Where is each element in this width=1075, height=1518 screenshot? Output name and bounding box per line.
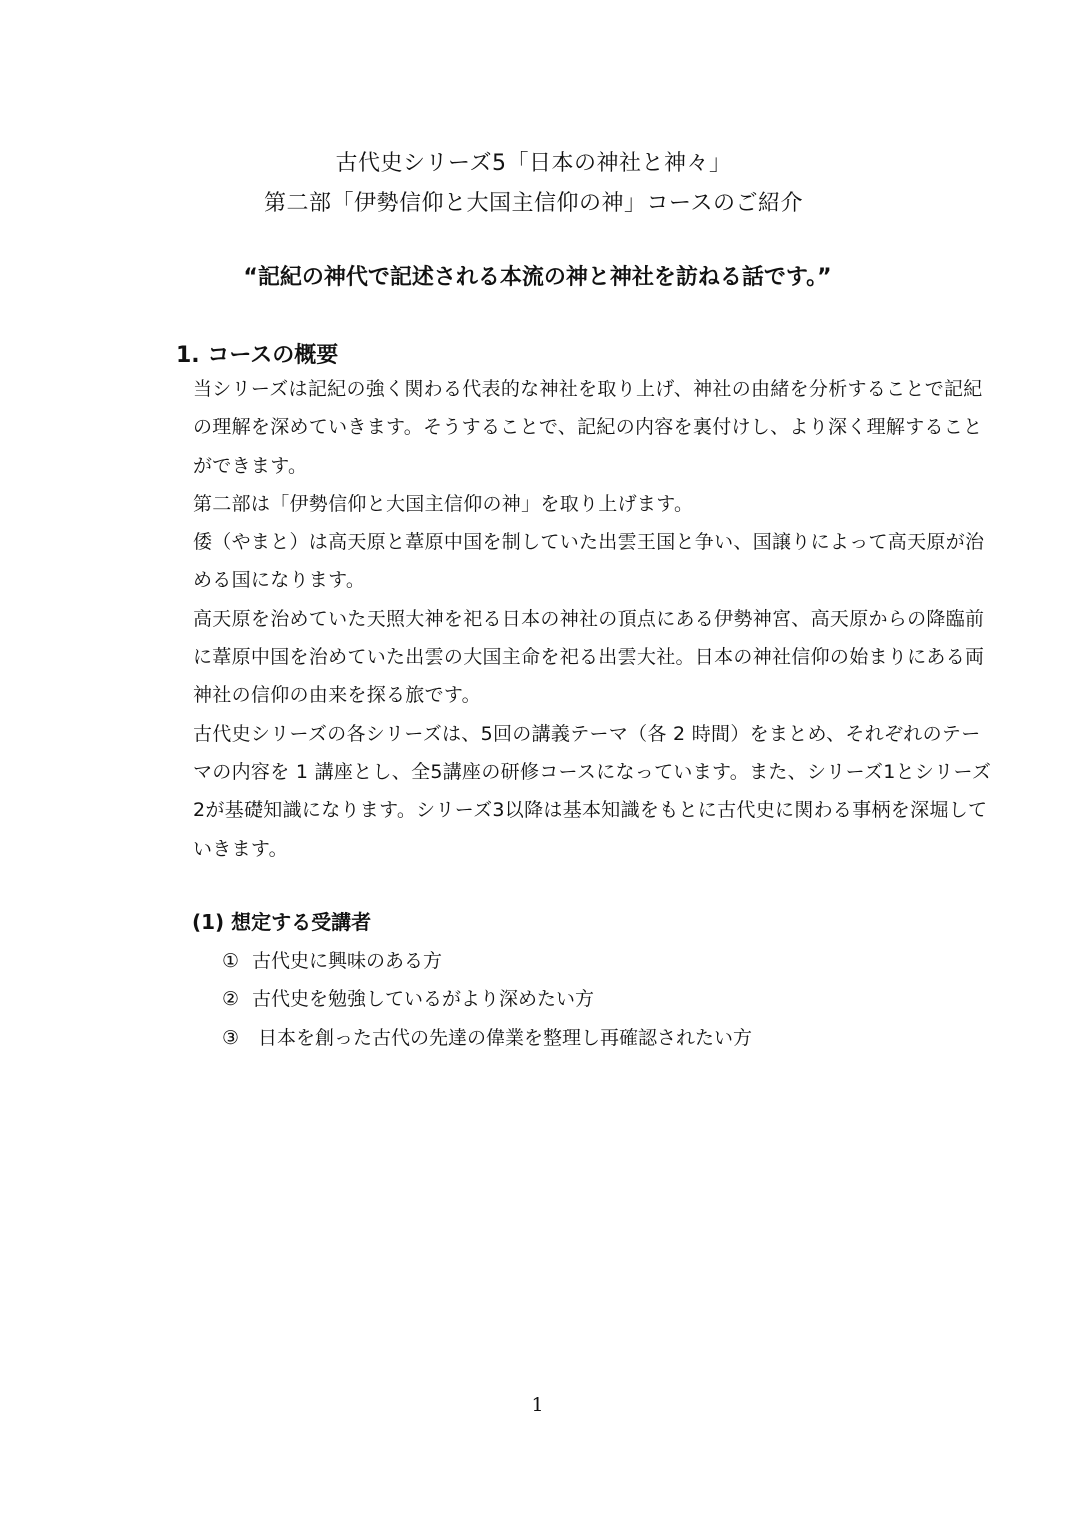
list-item: [222, 980, 752, 1018]
list-item: [222, 1019, 752, 1057]
list-item-number: ②: [222, 988, 240, 1011]
section-body-overview: [193, 370, 993, 868]
document-title-line-1: 古代史シリーズ5「日本の神社と神々」: [335, 151, 732, 176]
list-item-text: 日本を創った古代の先達の偉業を整理し再確認されたい方: [252, 1026, 753, 1049]
paragraph: 第二部は「伊勢信仰と大国主信仰の神」を取り上げます。: [193, 492, 694, 515]
paragraph: 古代史シリーズの各シリーズは、5回の講義テーマ（各 2 時間）をまとめ、それぞれのテーマの内容を 1 講座とし、全5講座の研修コースになっています。また、シリーズ1とシリーズ2が基礎知識になります。シリーズ3以降は基本知識をもとに古代史に関わる事柄を深堀していきます。: [193, 722, 992, 860]
subsection-heading-target-audience: (1) 想定する受講者: [192, 910, 372, 934]
section-heading-overview: 1. コースの概要: [176, 343, 339, 368]
page-number: 1: [531, 1394, 544, 1416]
paragraph: 倭（やまと）は高天原と葦原中国を制していた出雲王国と争い、国譲りによって高天原が治める国になります。: [193, 531, 985, 592]
list-item-text: 古代史に興味のある方: [252, 950, 443, 972]
document-tagline: “記紀の神代で記述される本流の神と神社を訪ねる話です。”: [243, 265, 832, 290]
paragraph: 当シリーズは記紀の強く関わる代表的な神社を取り上げ、神社の由緒を分析することで記紀の理解を深めていきます。そうすることで、記紀の内容を裏付けし、より深く理解することができます。: [193, 378, 983, 477]
list-item-text: 古代史を勉強しているがより深めたい方: [252, 988, 595, 1011]
paragraph: 高天原を治めていた天照大神を祀る日本の神社の頂点にある伊勢神宮、高天原からの降臨前に葦原中国を治めていた出雲の大国主命を祀る出雲大社。日本の神社信仰の始まりにある両神社の信仰の由来を探る旅です。: [193, 607, 985, 707]
list-item: [222, 942, 752, 980]
target-audience-list: [222, 942, 752, 1057]
list-item-number: ③: [222, 1026, 240, 1049]
list-item-number: ①: [222, 950, 240, 972]
document-title-line-2: 第二部「伊勢信仰と大国主信仰の神」コースのご紹介: [264, 191, 803, 216]
